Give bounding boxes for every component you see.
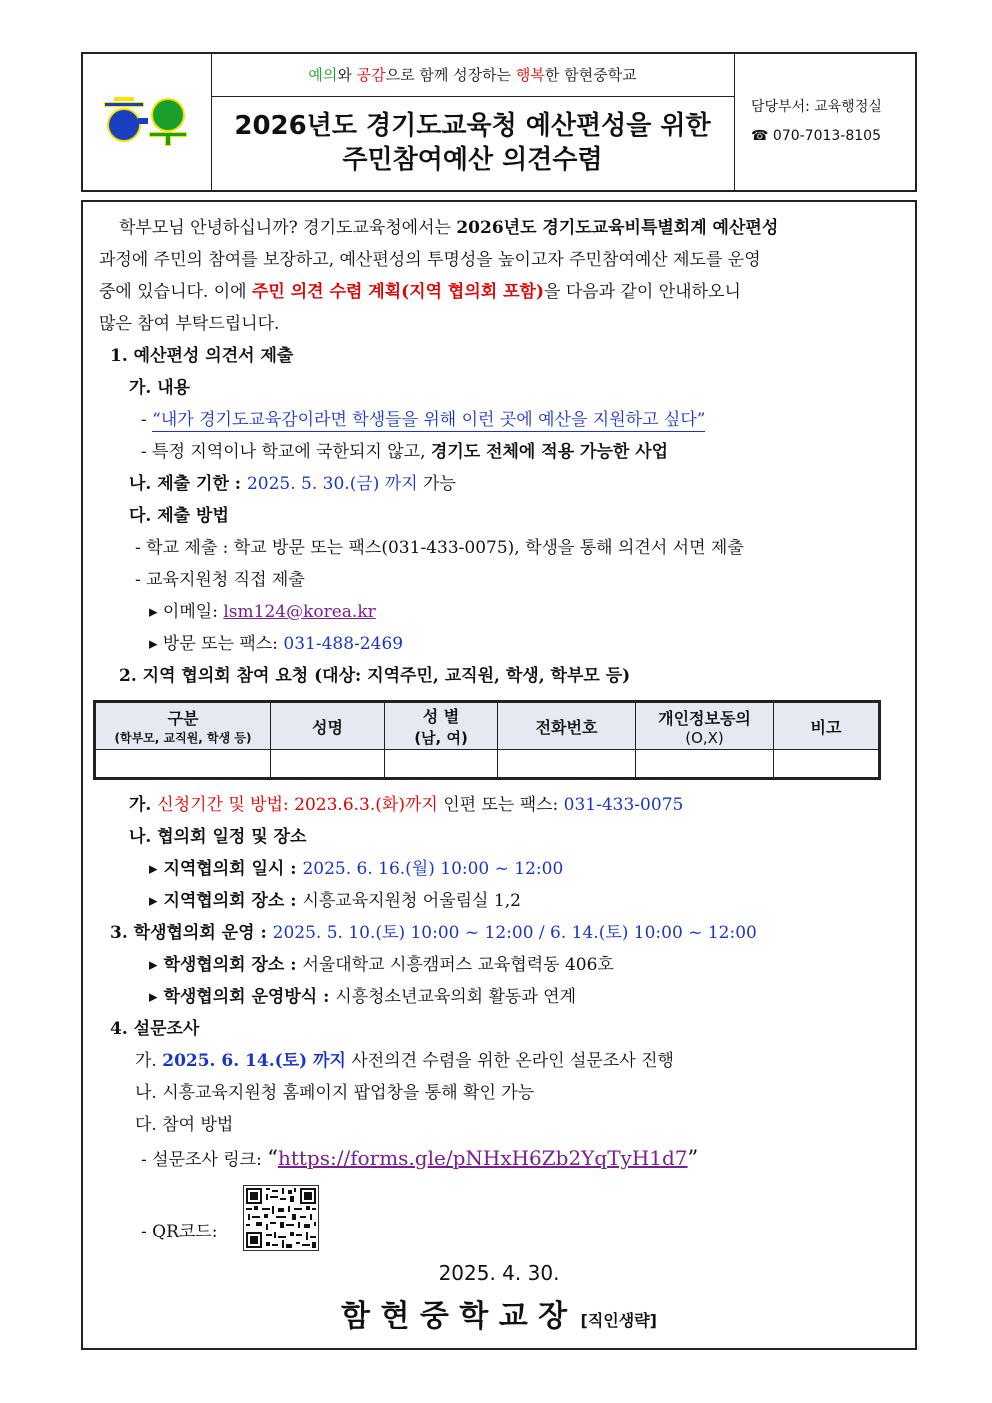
item-label: 가. xyxy=(129,795,158,815)
school-slogan xyxy=(211,54,734,97)
council-date-label: ▸ 지역협의회 일시 : xyxy=(149,859,303,879)
submit-method-school: - 학교 제출 : 학교 방문 또는 팩스(031-433-0075), 학생을 통해 의견서 서면 제출 xyxy=(135,538,744,558)
application-fax: 031-433-0075 xyxy=(563,795,684,815)
application-table xyxy=(93,700,881,780)
document-title xyxy=(211,96,734,190)
col-label: 개인정보동의 xyxy=(658,708,751,728)
contact-cell xyxy=(734,54,915,190)
council-date-line xyxy=(149,858,563,880)
submit-method-office: - 교육지원청 직접 제출 xyxy=(135,570,305,590)
student-council-place-value: 서울대학교 시흥캠퍼스 교육협력동 406호 xyxy=(302,955,614,975)
intro-text: 학부모님 안녕하십니까? 경기도교육청에서는 xyxy=(119,218,457,238)
quote-mark: ” xyxy=(687,1146,699,1170)
application-period: 신청기간 및 방법: 2023.6.3.(화)까지 xyxy=(157,795,438,815)
slogan-text: 으로 함께 성장하는 xyxy=(385,66,516,84)
document-date: 2025. 4. 30. xyxy=(438,1261,560,1285)
col-name: 성명 xyxy=(271,703,385,750)
table-cell[interactable] xyxy=(774,750,879,778)
col-sublabel: (남, 여) xyxy=(414,729,468,747)
signature-line xyxy=(83,1300,915,1338)
slogan-word-courtesy: 예의 xyxy=(308,66,338,84)
table-header-row xyxy=(96,703,879,750)
col-label: 성 별 xyxy=(422,707,460,726)
email-label: ▸ 이메일: xyxy=(149,602,224,622)
student-council-schedule: 2025. 5. 10.(토) 10:00 ~ 12:00 / 6. 14.(토) 10:00 ~ 12:00 xyxy=(272,923,757,943)
phone-icon: ☎ xyxy=(751,128,769,144)
slogan-word-empathy: 공감 xyxy=(356,66,386,84)
table-row xyxy=(96,750,879,778)
title-cell xyxy=(211,54,735,190)
intro-line-2: 과정에 주민의 참여를 보장하고, 예산편성의 투명성을 높이고자 주민참여예산 제도를 운영 xyxy=(99,250,761,270)
student-council-place-label: ▸ 학생협의회 장소 : xyxy=(149,955,303,975)
phone-number: 070-7013-8105 xyxy=(772,128,881,144)
title-line-2: 주민참여예산 의견수렴 xyxy=(342,145,603,175)
intro-text: 중에 있습니다. 이에 xyxy=(99,282,252,302)
logo-right-glyph xyxy=(149,98,187,146)
intro-highlight: 주민 의견 수렴 계획(지역 협의회 포함) xyxy=(252,282,545,302)
intro-bold-text: 2026년도 경기도교육비특별회계 예산편성 xyxy=(456,218,779,238)
section-1-note xyxy=(141,441,668,463)
phone-line xyxy=(751,128,881,144)
table-cell[interactable] xyxy=(271,750,385,778)
survey-homepage-line: 나. 시흥교육지원청 홈페이지 팝업창을 통해 확인 가능 xyxy=(135,1083,535,1103)
deadline-suffix: 가능 xyxy=(417,474,456,494)
note-bold: 경기도 전체에 적용 가능한 사업 xyxy=(430,442,669,462)
fax-line xyxy=(149,633,403,655)
qr-code-icon xyxy=(244,1186,318,1250)
council-place-label: ▸ 지역협의회 장소 : xyxy=(149,891,303,911)
section-1-quote xyxy=(141,409,705,431)
intro-text: 을 다음과 같이 안내하오니 xyxy=(544,282,741,302)
col-privacy xyxy=(636,703,774,750)
logo-left-glyph xyxy=(104,97,148,142)
fax-number: 031-488-2469 xyxy=(283,634,404,654)
logo-cell xyxy=(83,54,212,190)
seal-omitted-note: [직인생략] xyxy=(580,1311,657,1330)
student-council-method-value: 시흥청소년교육의회 활동과 연계 xyxy=(335,987,576,1007)
quote-text: “내가 경기도교육감이라면 학생들을 위해 이런 곳에 예산을 지원하고 싶다” xyxy=(152,410,706,430)
application-method: 인편 또는 팩스: xyxy=(437,795,564,815)
col-sublabel: (O,X) xyxy=(685,728,724,747)
student-council-place-line xyxy=(149,954,614,976)
section-2-application xyxy=(129,794,683,816)
section-4-title: 4. 설문조사 xyxy=(110,1019,200,1039)
item-label: 가. xyxy=(135,1051,163,1071)
col-label: 구분 xyxy=(167,709,199,728)
col-category xyxy=(96,703,271,750)
survey-deadline-line xyxy=(135,1050,674,1072)
section-1-deadline xyxy=(129,473,456,495)
section-2-title: 2. 지역 협의회 참여 요청 (대상: 지역주민, 교직원, 학생, 학부모 등) xyxy=(119,666,631,686)
intro-line-1 xyxy=(119,217,778,239)
student-council-method-line xyxy=(149,986,576,1008)
council-place-line xyxy=(149,890,521,912)
slogan-text: 와 xyxy=(337,66,357,84)
qr-label: - QR코드: xyxy=(141,1222,218,1242)
qr-code-frame[interactable] xyxy=(243,1185,319,1251)
title-line-1: 2026년도 경기도교육청 예산편성을 위한 xyxy=(234,111,711,141)
intro-line-3 xyxy=(99,281,741,303)
deadline-label: 나. 제출 기한 : xyxy=(129,474,247,494)
email-link[interactable]: lsm124@korea.kr xyxy=(223,602,376,622)
col-phone: 전화번호 xyxy=(498,703,636,750)
survey-link-label: - 설문조사 링크: xyxy=(141,1150,268,1170)
student-council-method-label: ▸ 학생협의회 운영방식 : xyxy=(149,987,336,1007)
table-cell[interactable] xyxy=(385,750,498,778)
survey-deadline: 2025. 6. 14.(토) 까지 xyxy=(162,1051,346,1071)
survey-description: 사전의견 수렴을 위한 온라인 설문조사 진행 xyxy=(345,1051,674,1071)
document-header xyxy=(81,52,917,192)
table-cell[interactable] xyxy=(96,750,271,778)
col-sublabel: (학부모, 교직원, 학생 등) xyxy=(114,731,252,745)
email-line xyxy=(149,601,376,623)
section-3-title xyxy=(110,922,757,944)
section-1-da: 다. 제출 방법 xyxy=(129,506,229,526)
dash: - xyxy=(141,410,153,430)
table-cell[interactable] xyxy=(498,750,636,778)
slogan-word-happiness: 행복 xyxy=(515,66,545,84)
col-remarks: 비고 xyxy=(774,703,879,750)
fax-label: ▸ 방문 또는 팩스: xyxy=(149,634,284,654)
col-gender xyxy=(385,703,498,750)
section-1-ga: 가. 내용 xyxy=(129,378,191,398)
survey-link-line xyxy=(141,1147,698,1171)
section-1-title: 1. 예산편성 의견서 제출 xyxy=(110,346,294,366)
principal-title: 함 현 중 학 교 장 xyxy=(341,1299,568,1334)
slogan-text: 한 함현중학교 xyxy=(544,66,637,84)
survey-method-title: 다. 참여 방법 xyxy=(135,1115,234,1135)
note-text: - 특정 지역이나 학교에 국한되지 않고, xyxy=(141,442,431,462)
section-2-na: 나. 협의회 일정 및 장소 xyxy=(129,827,307,847)
survey-link[interactable]: https://forms.gle/pNHxH6Zb2YqTyH1d7 xyxy=(277,1146,688,1170)
intro-line-4: 많은 참여 부탁드립니다. xyxy=(99,314,280,334)
table-cell[interactable] xyxy=(636,750,774,778)
council-place-value: 시흥교육지원청 어울림실 1,2 xyxy=(302,891,521,911)
student-council-label: 3. 학생협의회 운영 : xyxy=(110,923,273,943)
department-label: 담당부서: 교육행정실 xyxy=(751,99,882,115)
deadline-value: 2025. 5. 30.(금) 까지 xyxy=(246,474,418,494)
school-logo xyxy=(83,54,211,190)
council-date-value: 2025. 6. 16.(월) 10:00 ~ 12:00 xyxy=(302,859,564,879)
quote-mark: “ xyxy=(267,1146,278,1170)
document-body xyxy=(81,200,917,1350)
